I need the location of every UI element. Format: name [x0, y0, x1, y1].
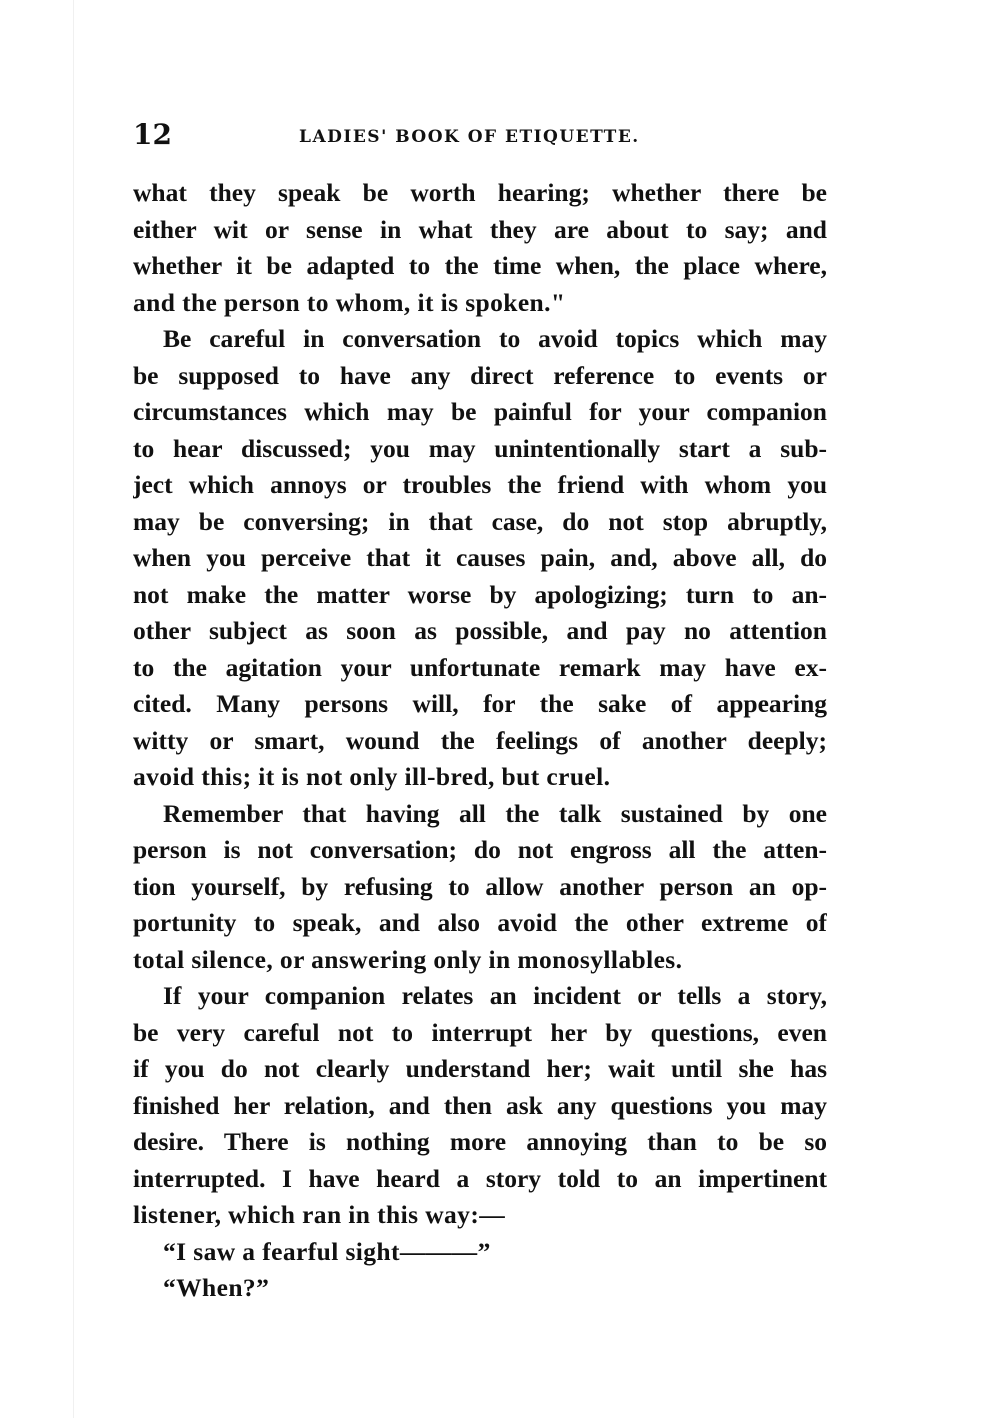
text-line: to the agitation your unfortunate remark may have ex-	[133, 652, 827, 682]
text-line: Be careful in conversation to avoid topics which may	[163, 324, 827, 353]
text-line: not make the matter worse by apologizing; turn to an-	[133, 579, 827, 609]
text-line: “I saw a fearful sight———”	[163, 1236, 491, 1266]
text-line: Remember that having all the talk sustained by one	[163, 798, 827, 828]
page-number: 12	[133, 118, 172, 151]
text-line: and the person to whom, it is spoken."	[133, 287, 566, 317]
text-line: If your companion relates an incident or tells a story,	[163, 981, 827, 1010]
text-line: finished her relation, and then ask any questions you may	[133, 1090, 827, 1120]
text-line: cited. Many persons will, for the sake of appearing	[133, 689, 827, 718]
text-line: total silence, or answering only in monosyllables.	[133, 944, 683, 974]
text-line: whether it be adapted to the time when, the place where,	[133, 251, 827, 280]
text-line: witty or smart, wound the feelings of another deeply;	[133, 725, 827, 755]
text-line: person is not conversation; do not engross all the atten-	[133, 835, 827, 864]
text-line: avoid this; it is not only ill-bred, but cruel.	[133, 762, 611, 791]
text-line: “When?”	[163, 1273, 270, 1302]
text-line: tion yourself, by refusing to allow another person an op-	[133, 871, 827, 901]
text-line: ject which annoys or troubles the friend with whom you	[133, 470, 827, 499]
running-title: LADIES' BOOK OF ETIQUETTE.	[299, 127, 640, 147]
text-line: other subject as soon as possible, and pay no attention	[133, 616, 827, 645]
running-head	[133, 118, 827, 152]
text-line: to hear discussed; you may unintentionally start a sub-	[133, 433, 827, 463]
text-line: listener, which ran in this way:—	[133, 1200, 506, 1229]
text-line: portunity to speak, and also avoid the other extreme of	[133, 908, 827, 937]
text-line: if you do not clearly understand her; wait until she has	[133, 1054, 827, 1083]
text-line: circumstances which may be painful for your companion	[133, 397, 827, 426]
text-line: when you perceive that it causes pain, and, above all, do	[133, 543, 827, 572]
text-line: what they speak be worth hearing; whether there be	[133, 178, 827, 207]
page-edge-shadow	[73, 0, 74, 1418]
text-line: desire. There is nothing more annoying than to be so	[133, 1127, 827, 1156]
text-line: either wit or sense in what they are about to say; and	[133, 214, 827, 244]
text-line: may be conversing; in that case, do not stop abruptly,	[133, 506, 827, 536]
text-line: interrupted. I have heard a story told to an impertinent	[133, 1163, 827, 1193]
body-text	[133, 175, 827, 1307]
text-line: be very careful not to interrupt her by questions, even	[133, 1017, 827, 1047]
text-line: be supposed to have any direct reference to events or	[133, 360, 827, 390]
